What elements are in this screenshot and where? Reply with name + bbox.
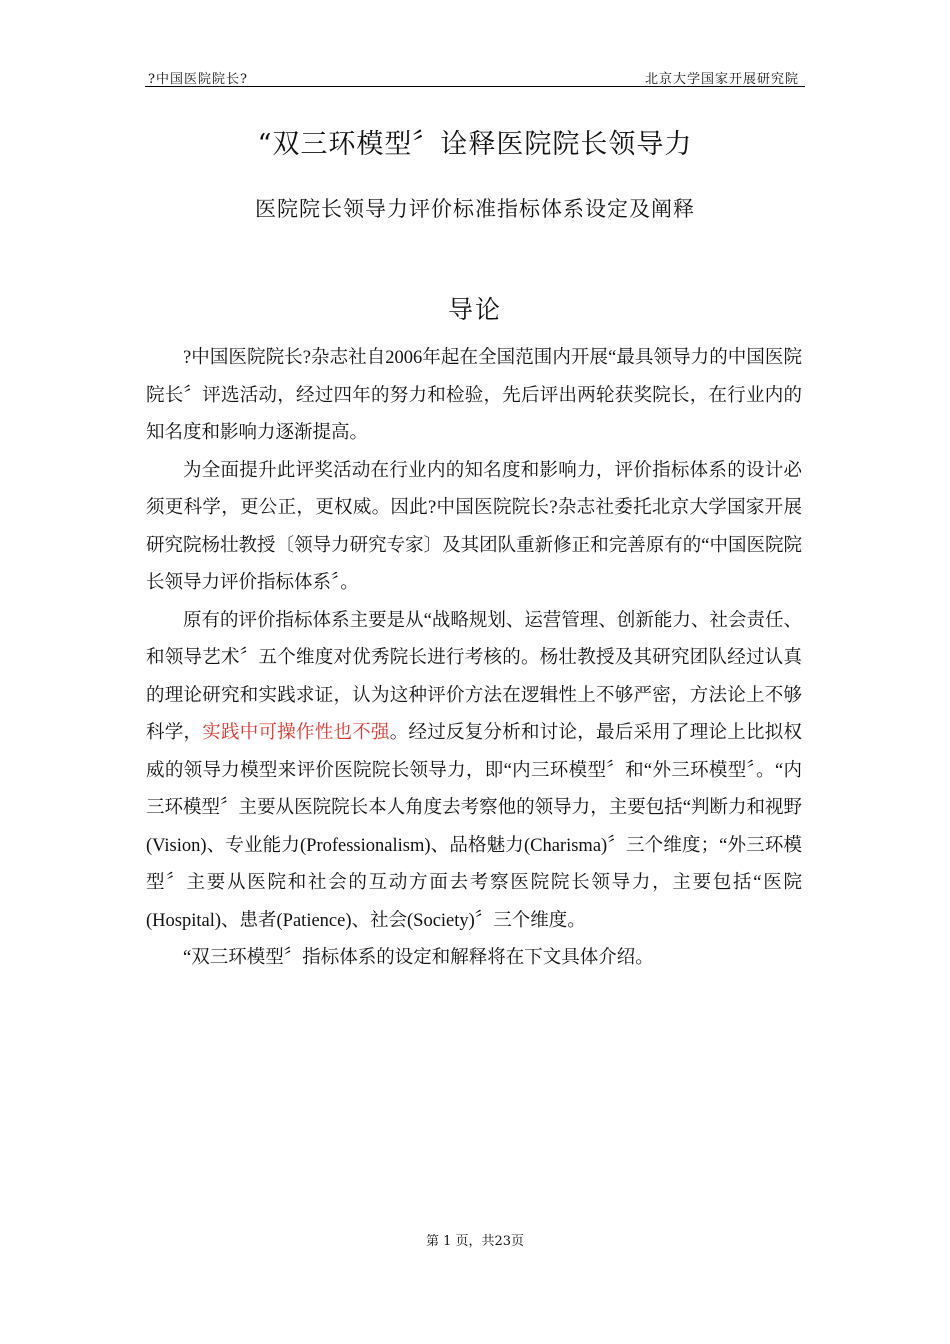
page-header (145, 66, 805, 87)
document-subtitle: 医院院长领导力评价标准指标体系设定及阐释 (255, 197, 695, 221)
page-footer: 第 1 页，共23页 (425, 1234, 525, 1249)
paragraph-2: 为全面提升此评奖活动在行业内的知名度和影响力，评价指标体系的设计必须更科学，更公正，更权威。因此?中国医院院长?杂志社委托北京大学国家开展研究院杨壮教授〔领导力研究专家〕及其团队重新修正和完善原有的“中国医院院长领导力评价指标体系〞。 (146, 460, 802, 593)
header-journal-name: ?中国医院院长? (148, 72, 248, 87)
paragraph-3 (146, 603, 802, 941)
body-text (146, 340, 802, 978)
header-institution: 北京大学国家开展研究院 (644, 72, 799, 87)
paragraph-3-part-1: 原有的评价指标体系主要是从“战略规划、运营管理、创新能力、社会责任、和领导艺术〞五个维度对优秀院长进行考核的。杨壮教授及其研究团队经过认真的理论研究和实践求证，认为这种评价方法在逻辑性上不够严密，方法论上不够科学， (146, 610, 802, 743)
paragraph-1: ?中国医院院长?杂志社自2006年起在全国范围内开展“最具领导力的中国医院院长〞评选活动，经过四年的努力和检验，先后评出两轮获奖院长，在行业内的知名度和影响力逐渐提高。 (146, 348, 802, 443)
section-heading: 导论 (447, 295, 502, 324)
highlighted-text: 实践中可操作性也不强 (202, 723, 390, 743)
paragraph-3-part-2: 。经过反复分析和讨论，最后采用了理论上比拟权威的领导力模型来评价医院院长领导力，即“内三环模型〞和“外三环模型〞。“内三环模型〞主要从医院院长本人角度去考察他的领导力，主要包括“判断力和视野(Vision)、专业能力(Professionalism)、品格魅力(Charisma)〞三个维度；“外三环模型〞主要从医院和社会的互动方面去考察医院院长领导力，主要包括“医院(Hospital)、患者(Patience)、社会(Society)〞三个维度。 (146, 723, 802, 931)
document-title: “双三环模型〞诠释医院院长领导力 (257, 129, 693, 160)
paragraph-4: “双三环模型〞指标体系的设定和解释将在下文具体介绍。 (183, 948, 654, 968)
